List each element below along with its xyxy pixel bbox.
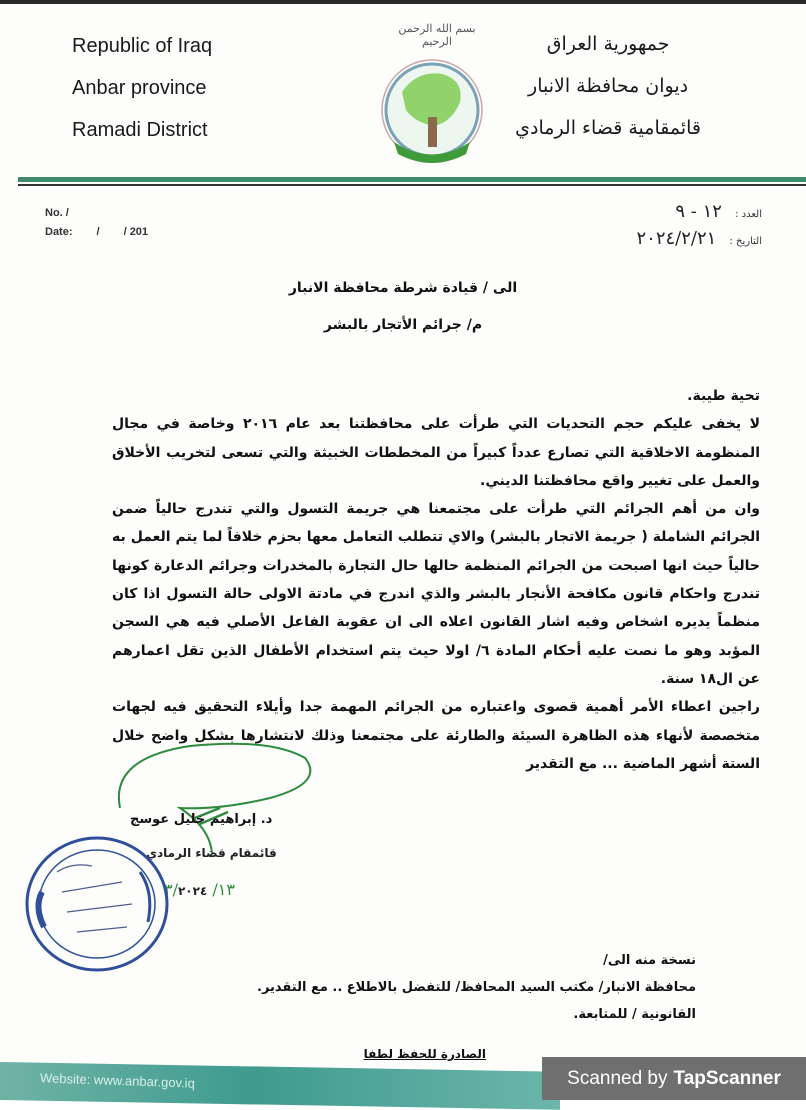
tapscanner-watermark	[542, 1057, 806, 1100]
watermark-brand: TapScanner	[673, 1067, 781, 1089]
basmala-calligraphy: بسم الله الرحمن الرحيم	[398, 22, 476, 48]
letterhead-province: Anbar province	[72, 77, 207, 99]
letter-body	[112, 382, 760, 778]
subject-line: م/ جرائم الأتجار بالبشر	[323, 317, 483, 333]
official-stamp	[22, 832, 172, 977]
copies-line-1: محافظة الانبار/ مكتب السيد المحافظ/ للتفضل بالاطلاع .. مع التقدير.	[257, 980, 696, 995]
body-paragraph-3: راجين اعطاء الأمر أهمية قصوى واعتباره من الجرائم المهمة جدا وأيلاء التحقيق فيه لجهات متخصصة لأنهاء هذه الظاهرة السيئة والطارئة على مجتمعنا وذلك لانتشارها بشكل واضح خلال الستة أشهر الماضية ... مع التقدير	[112, 699, 760, 772]
number-row-ar	[636, 200, 762, 227]
watermark-prefix: Scanned by	[567, 1067, 668, 1089]
date-label-row	[45, 223, 148, 242]
letterhead-country: Republic of Iraq	[72, 35, 213, 57]
date-slash: /	[96, 226, 100, 238]
scan-edge	[0, 0, 806, 4]
reference-english	[45, 204, 148, 242]
date-label: Date:	[45, 226, 73, 238]
date-row-ar	[636, 227, 762, 254]
letterhead-district-ar: قائمقامية قضاء الرمادي	[515, 117, 701, 139]
date-year: / 201	[123, 226, 149, 238]
number-label-ar: العدد :	[735, 209, 762, 220]
arabic-letterhead	[515, 30, 701, 156]
archive-note: الصادرة للحفظ لطفا	[363, 1047, 486, 1061]
header-divider-green	[18, 177, 806, 182]
signature-date-handwritten: ١٣/ ٣/	[164, 880, 235, 899]
signer-title: قائمقام قضاء الرمادي	[146, 846, 277, 860]
copies-line-2: القانونية / للمتابعة.	[573, 1007, 696, 1022]
number-value-handwritten: ١٢ - ٩	[675, 201, 722, 222]
signer-name: د. إبراهيم خليل عوسج	[130, 812, 273, 827]
anbar-emblem-logo	[372, 22, 492, 172]
letterhead-country-ar: جمهورية العراق	[546, 33, 670, 55]
footer-website[interactable]: Website: www.anbar.gov.iq	[39, 1070, 196, 1091]
copies-heading: نسخة منه الى/	[603, 953, 696, 968]
body-paragraph-2: وان من أهم الجرائم التي طرأت على مجتمعنا هي جريمة التسول والتي تندرج حالياً ضمن الجرائم الشاملة ( جريمة الاتجار بالبشر) والاي تتطلب التعامل معها بحزم خلافاً لما يتم العمل به حالياً حيث انها اصبحت من الجرائم المنظمة حالها حال التجارة بالمخدرات وجرائم الدعارة كونها تندرج واحكام قانون مكافحة الأنجار بالبشر والذي اندرج في مادتة الاولى حالة التسول اذا كان منظماً يديره اشخاص وفيه اشار القانون اعلاه الى ان عقوبة الفاعل الأصلي فيه هي السجن المؤبد وهو ما نصت عليه أحكام المادة ٦/ اولا حيث يتم استخدام الأطفال الذين تقل اعمارهم عن ال١٨ سنة.	[112, 501, 761, 687]
number-label: No. /	[45, 207, 69, 219]
signature-date	[164, 880, 235, 899]
greeting: تحية طيبة.	[687, 388, 760, 404]
signature-date-year: ٢٠٢٤	[177, 884, 208, 898]
letterhead-province-ar: ديوان محافظة الانبار	[528, 75, 689, 97]
date-value-handwritten: ٢٠٢٤/٢/٢١	[636, 228, 717, 249]
copies-section	[257, 947, 696, 1028]
date-label-ar: التاريخ :	[729, 236, 762, 247]
reference-arabic	[636, 200, 762, 254]
recipient-line: الى / قيادة شرطة محافظة الانبار	[288, 280, 518, 296]
body-paragraph-1: لا يخفى عليكم حجم التحديات التي طرأت على محافظتنا بعد عام ٢٠١٦ وخاصة في مجال المنظومة الاخلاقية التي تصارع عدداً كبيراً من المخططات الخبيثة والتي تسعى لتخريب الأخلاق والعمل على تغيير واقع محافظتنا الديني.	[112, 416, 760, 489]
english-letterhead	[72, 32, 212, 158]
header-divider-dark	[18, 184, 806, 186]
letterhead-district: Ramadi District	[72, 119, 208, 141]
